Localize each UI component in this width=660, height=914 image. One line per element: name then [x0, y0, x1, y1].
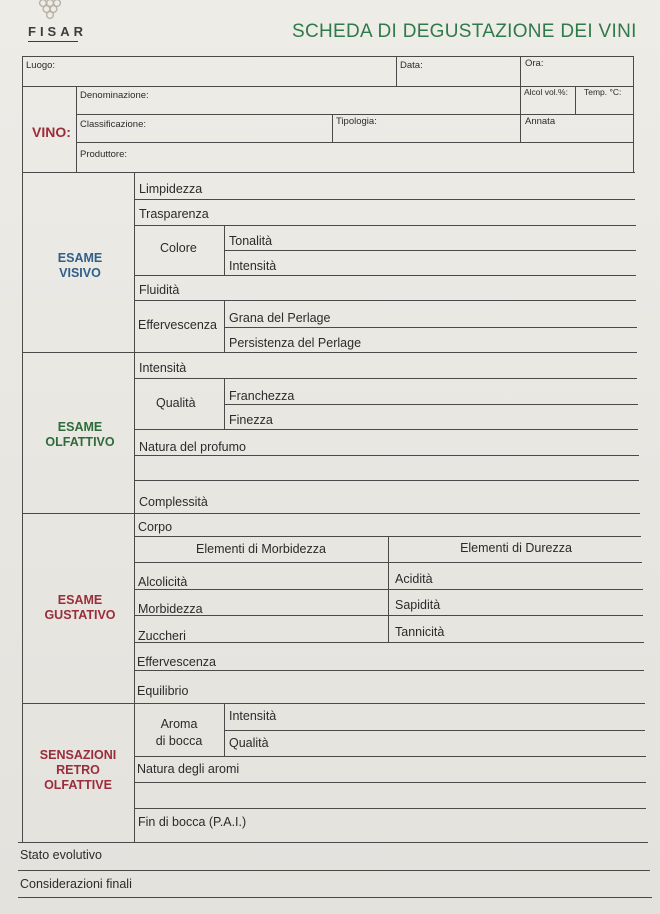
brand-logo-text: FISAR [28, 24, 87, 39]
divider [134, 455, 639, 456]
limpidezza-label: Limpidezza [139, 182, 203, 196]
page-title: SCHEDA DI DEGUSTAZIONE DEI VINI [292, 21, 637, 42]
data-label: Data: [400, 60, 423, 71]
natura-profumo-label: Natura del profumo [139, 440, 247, 454]
divider [134, 642, 644, 643]
ora-label: Ora: [525, 58, 544, 69]
denominazione-label: Denominazione: [80, 90, 149, 101]
divider-v [224, 300, 225, 352]
divider [22, 172, 635, 173]
grana-perlage-label: Grana del Perlage [229, 311, 331, 325]
stato-evolutivo-label: Stato evolutivo [20, 848, 102, 862]
divider-v [224, 225, 225, 275]
morbidezza-header: Elementi di Morbidezza [196, 542, 326, 556]
natura-aromi-label: Natura degli aromi [137, 762, 240, 776]
durezza-header: Elementi di Durezza [460, 541, 572, 555]
alcol-label: Alcol vol.%: [524, 87, 568, 97]
divider [76, 142, 634, 143]
divider [134, 378, 637, 379]
aroma-bocca-label: Aroma di bocca [155, 717, 203, 748]
divider [134, 199, 635, 200]
divider [18, 870, 650, 871]
annata-label: Annata [525, 116, 556, 127]
divider-v [76, 86, 77, 172]
trasparenza-label: Trasparenza [139, 207, 209, 221]
corpo-label: Corpo [138, 520, 173, 534]
divider-v [332, 114, 333, 142]
zuccheri-label: Zuccheri [138, 629, 186, 643]
divider [134, 225, 636, 226]
effervescenza-gustativa-label: Effervescenza [137, 655, 216, 669]
classificazione-label: Classificazione: [80, 119, 146, 130]
section-title-retro: SENSAZIONI RETRO OLFATTIVE [39, 748, 117, 792]
section-title-visivo: ESAME VISIVO [57, 251, 103, 280]
divider-v [575, 86, 576, 114]
persistenza-perlage-label: Persistenza del Perlage [229, 336, 362, 350]
produttore-label: Produttore: [80, 149, 127, 160]
finezza-label: Finezza [229, 413, 273, 427]
morbidezza-label: Morbidezza [138, 602, 203, 616]
divider [22, 56, 633, 57]
border-left [22, 56, 23, 842]
tannicita-label: Tannicità [395, 625, 445, 639]
sapidita-label: Sapidità [395, 598, 441, 612]
divider [224, 327, 637, 328]
divider [224, 250, 636, 251]
qualita-olfattiva-label: Qualità [156, 396, 196, 410]
divider [134, 429, 638, 430]
colore-label: Colore [160, 241, 197, 255]
intensita-olfattiva-label: Intensità [139, 361, 187, 375]
luogo-label: Luogo: [26, 60, 56, 71]
considerazioni-finali-label: Considerazioni finali [20, 877, 132, 891]
divider [224, 730, 645, 731]
divider [22, 352, 637, 353]
divider-v [396, 56, 397, 86]
border-right [633, 56, 634, 173]
divider [18, 897, 652, 898]
divider [224, 404, 638, 405]
fluidita-label: Fluidità [139, 283, 180, 297]
tonalita-label: Tonalità [229, 234, 273, 248]
divider [134, 782, 646, 783]
section-title-gustativo: ESAME GUSTATIVO [44, 593, 116, 622]
temp-label: Temp. °C: [584, 87, 622, 97]
divider [76, 114, 634, 115]
intensita-retro-label: Intensità [229, 709, 277, 723]
fin-bocca-label: Fin di bocca (P.A.I.) [138, 815, 247, 829]
divider [134, 756, 646, 757]
divider [134, 670, 644, 671]
alcolicita-label: Alcolicità [138, 575, 188, 589]
divider-v [224, 703, 225, 756]
tipologia-label: Tipologia: [336, 116, 377, 127]
divider [134, 480, 639, 481]
divider [18, 842, 648, 843]
franchezza-label: Franchezza [229, 389, 295, 403]
equilibrio-label: Equilibrio [137, 684, 189, 698]
divider [134, 275, 636, 276]
divider [22, 513, 640, 514]
intensita-visiva-label: Intensità [229, 259, 277, 273]
vino-label: VINO: [32, 124, 71, 140]
effervescenza-visiva-label: Effervescenza [138, 318, 217, 332]
qualita-retro-label: Qualità [229, 736, 269, 750]
divider [22, 703, 645, 704]
acidita-label: Acidità [395, 572, 433, 586]
complessita-label: Complessità [139, 495, 208, 509]
section-title-olfattivo: ESAME OLFATTIVO [45, 420, 115, 449]
divider [134, 300, 636, 301]
divider [134, 808, 646, 809]
divider-v [520, 56, 521, 142]
divider-v [224, 378, 225, 429]
